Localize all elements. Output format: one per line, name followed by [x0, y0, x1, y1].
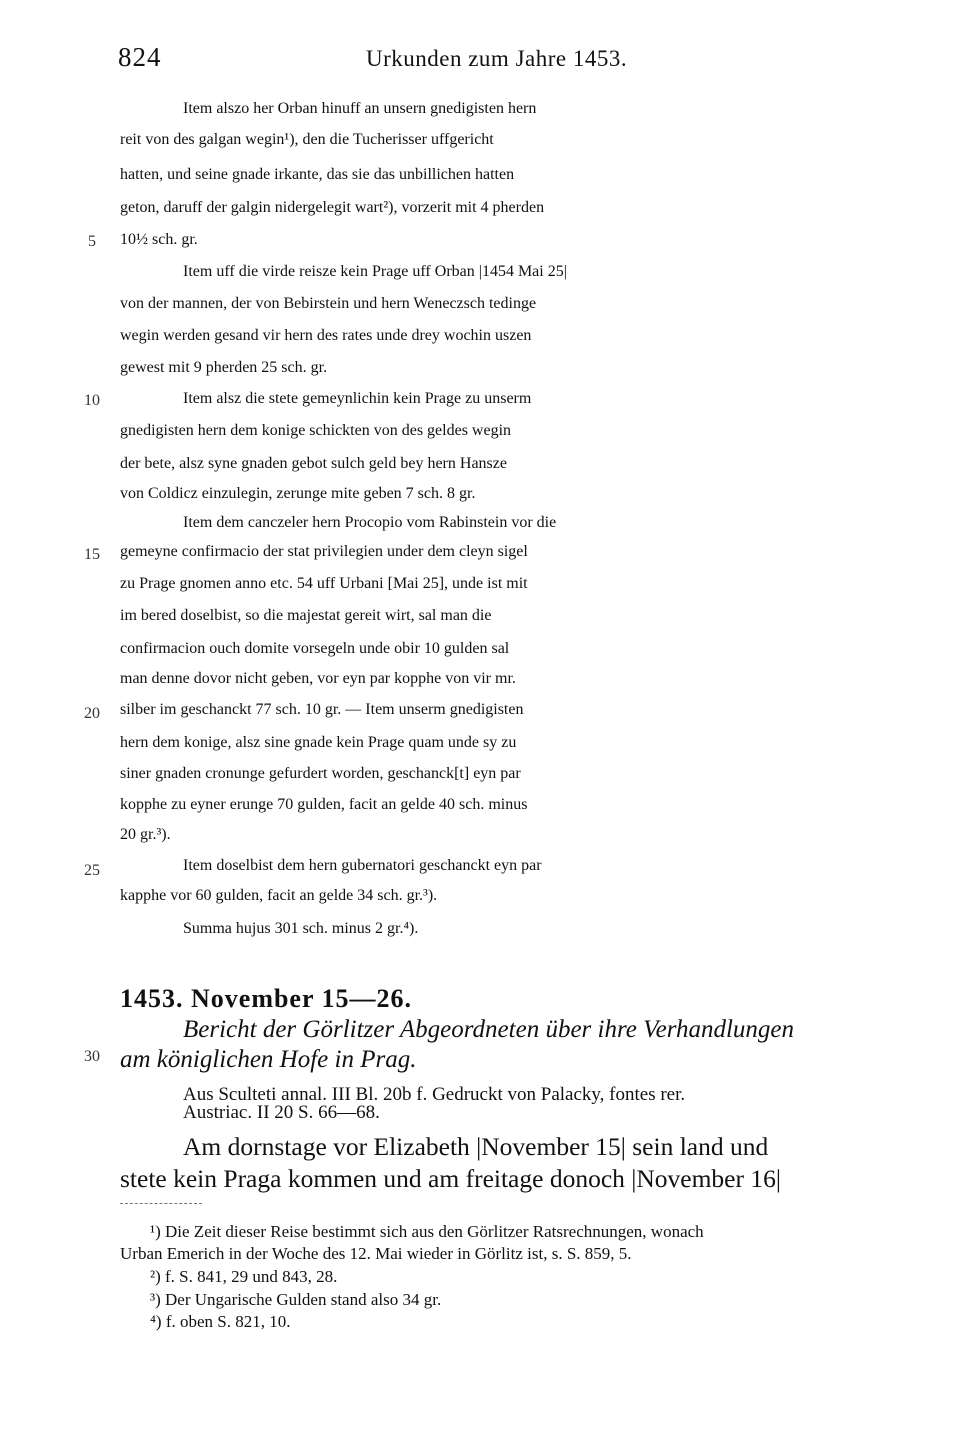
subtitle-line: Bericht der Görlitzer Abgeordneten über ihre Verhandlungen: [183, 1016, 795, 1043]
text-line: gnedigisten hern dem konige schickten von des geldes wegin: [120, 422, 512, 439]
source-line: Aus Sculteti annal. III Bl. 20b f. Gedruckt von Palacky, fontes rer.: [183, 1084, 686, 1105]
line-number: 10: [84, 392, 100, 409]
footnote: ¹) Die Zeit dieser Reise bestimmt sich aus den Görlitzer Ratsrechnungen, wonach: [150, 1222, 704, 1241]
text-line: hern dem konige, alsz sine gnade kein Prage quam unde sy zu: [120, 734, 517, 751]
page-number: 824: [118, 42, 162, 72]
text-line: hatten, und seine gnade irkante, das sie das unbillichen hatten: [120, 166, 515, 183]
footnote-rule: [120, 1203, 202, 1204]
text-line: silber im geschanckt 77 sch. 10 gr. — Item unserm gnedigisten: [120, 701, 524, 718]
footnote: ³) Der Ungarische Gulden stand also 34 gr.: [150, 1290, 442, 1309]
line-number: 30: [84, 1048, 100, 1065]
text-line: gemeyne confirmacio der stat privilegien under dem cleyn sigel: [120, 543, 528, 560]
footnote: ⁴) f. oben S. 821, 10.: [150, 1312, 291, 1331]
text-line: siner gnaden cronunge gefurdert worden, geschanck[t] eyn par: [120, 765, 521, 782]
text-line: zu Prage gnomen anno etc. 54 uff Urbani [Mai 25], unde ist mit: [120, 575, 528, 592]
text-line: Item dem canczeler hern Procopio vom Rabinstein vor die: [183, 514, 557, 531]
text-line: im bered doselbist, so die majestat gereit wirt, sal man die: [120, 607, 492, 624]
text-line: 10½ sch. gr.: [120, 231, 198, 248]
text-line: geton, daruff der galgin nidergelegit wart²), vorzerit mit 4 pherden: [120, 199, 545, 216]
source-line: Austriac. II 20 S. 66—68.: [183, 1102, 380, 1123]
text-line: wegin werden gesand vir hern des rates unde drey wochin uszen: [120, 327, 532, 344]
text-line: gewest mit 9 pherden 25 sch. gr.: [120, 359, 328, 376]
footnote: Urban Emerich in der Woche des 12. Mai wieder in Görlitz ist, s. S. 859, 5.: [120, 1244, 632, 1263]
text-line: Item uff die virde reisze kein Prage uff Orban |1454 Mai 25|: [183, 263, 567, 280]
text-line: 20 gr.³).: [120, 826, 171, 843]
text-line: Item doselbist dem hern gubernatori geschanckt eyn par: [183, 857, 542, 874]
running-title: Urkunden zum Jahre 1453.: [366, 46, 628, 71]
text-line: man denne dovor nicht geben, vor eyn par kopphe von vir mr.: [120, 670, 516, 687]
footnote: ²) f. S. 841, 29 und 843, 28.: [150, 1267, 338, 1286]
text-line: Item alsz die stete gemeynlichin kein Prage zu unserm: [183, 390, 532, 407]
subtitle-line: am königlichen Hofe in Prag.: [120, 1046, 417, 1073]
text-line: Item alszo her Orban hinuff an unsern gnedigisten hern: [183, 100, 537, 117]
line-number: 5: [88, 233, 96, 250]
text-line: von Coldicz einzulegin, zerunge mite geben 7 sch. 8 gr.: [120, 485, 476, 502]
text-line: kapphe vor 60 gulden, facit an gelde 34 sch. gr.³).: [120, 887, 438, 904]
text-line: confirmacion ouch domite vorsegeln unde obir 10 gulden sal: [120, 640, 510, 657]
line-number: 15: [84, 546, 100, 563]
section-heading: 1453. November 15—26.: [120, 984, 413, 1013]
text-line: der bete, alsz syne gnaden gebot sulch geld bey hern Hansze: [120, 455, 507, 472]
text-line: von der mannen, der von Bebirstein und hern Weneczsch tedinge: [120, 295, 537, 312]
text-line: Am dornstage vor Elizabeth |November 15| sein land und: [183, 1132, 769, 1161]
text-line: kopphe zu eyner erunge 70 gulden, facit an gelde 40 sch. minus: [120, 796, 528, 813]
text-line: stete kein Praga kommen und am freitage donoch |November 16|: [120, 1164, 781, 1193]
line-number: 25: [84, 862, 100, 879]
text-line: reit von des galgan wegin¹), den die Tucherisser uffgericht: [120, 131, 494, 148]
page-header: [118, 42, 878, 82]
text-line: Summa hujus 301 sch. minus 2 gr.⁴).: [183, 920, 419, 937]
line-number: 20: [84, 705, 100, 722]
